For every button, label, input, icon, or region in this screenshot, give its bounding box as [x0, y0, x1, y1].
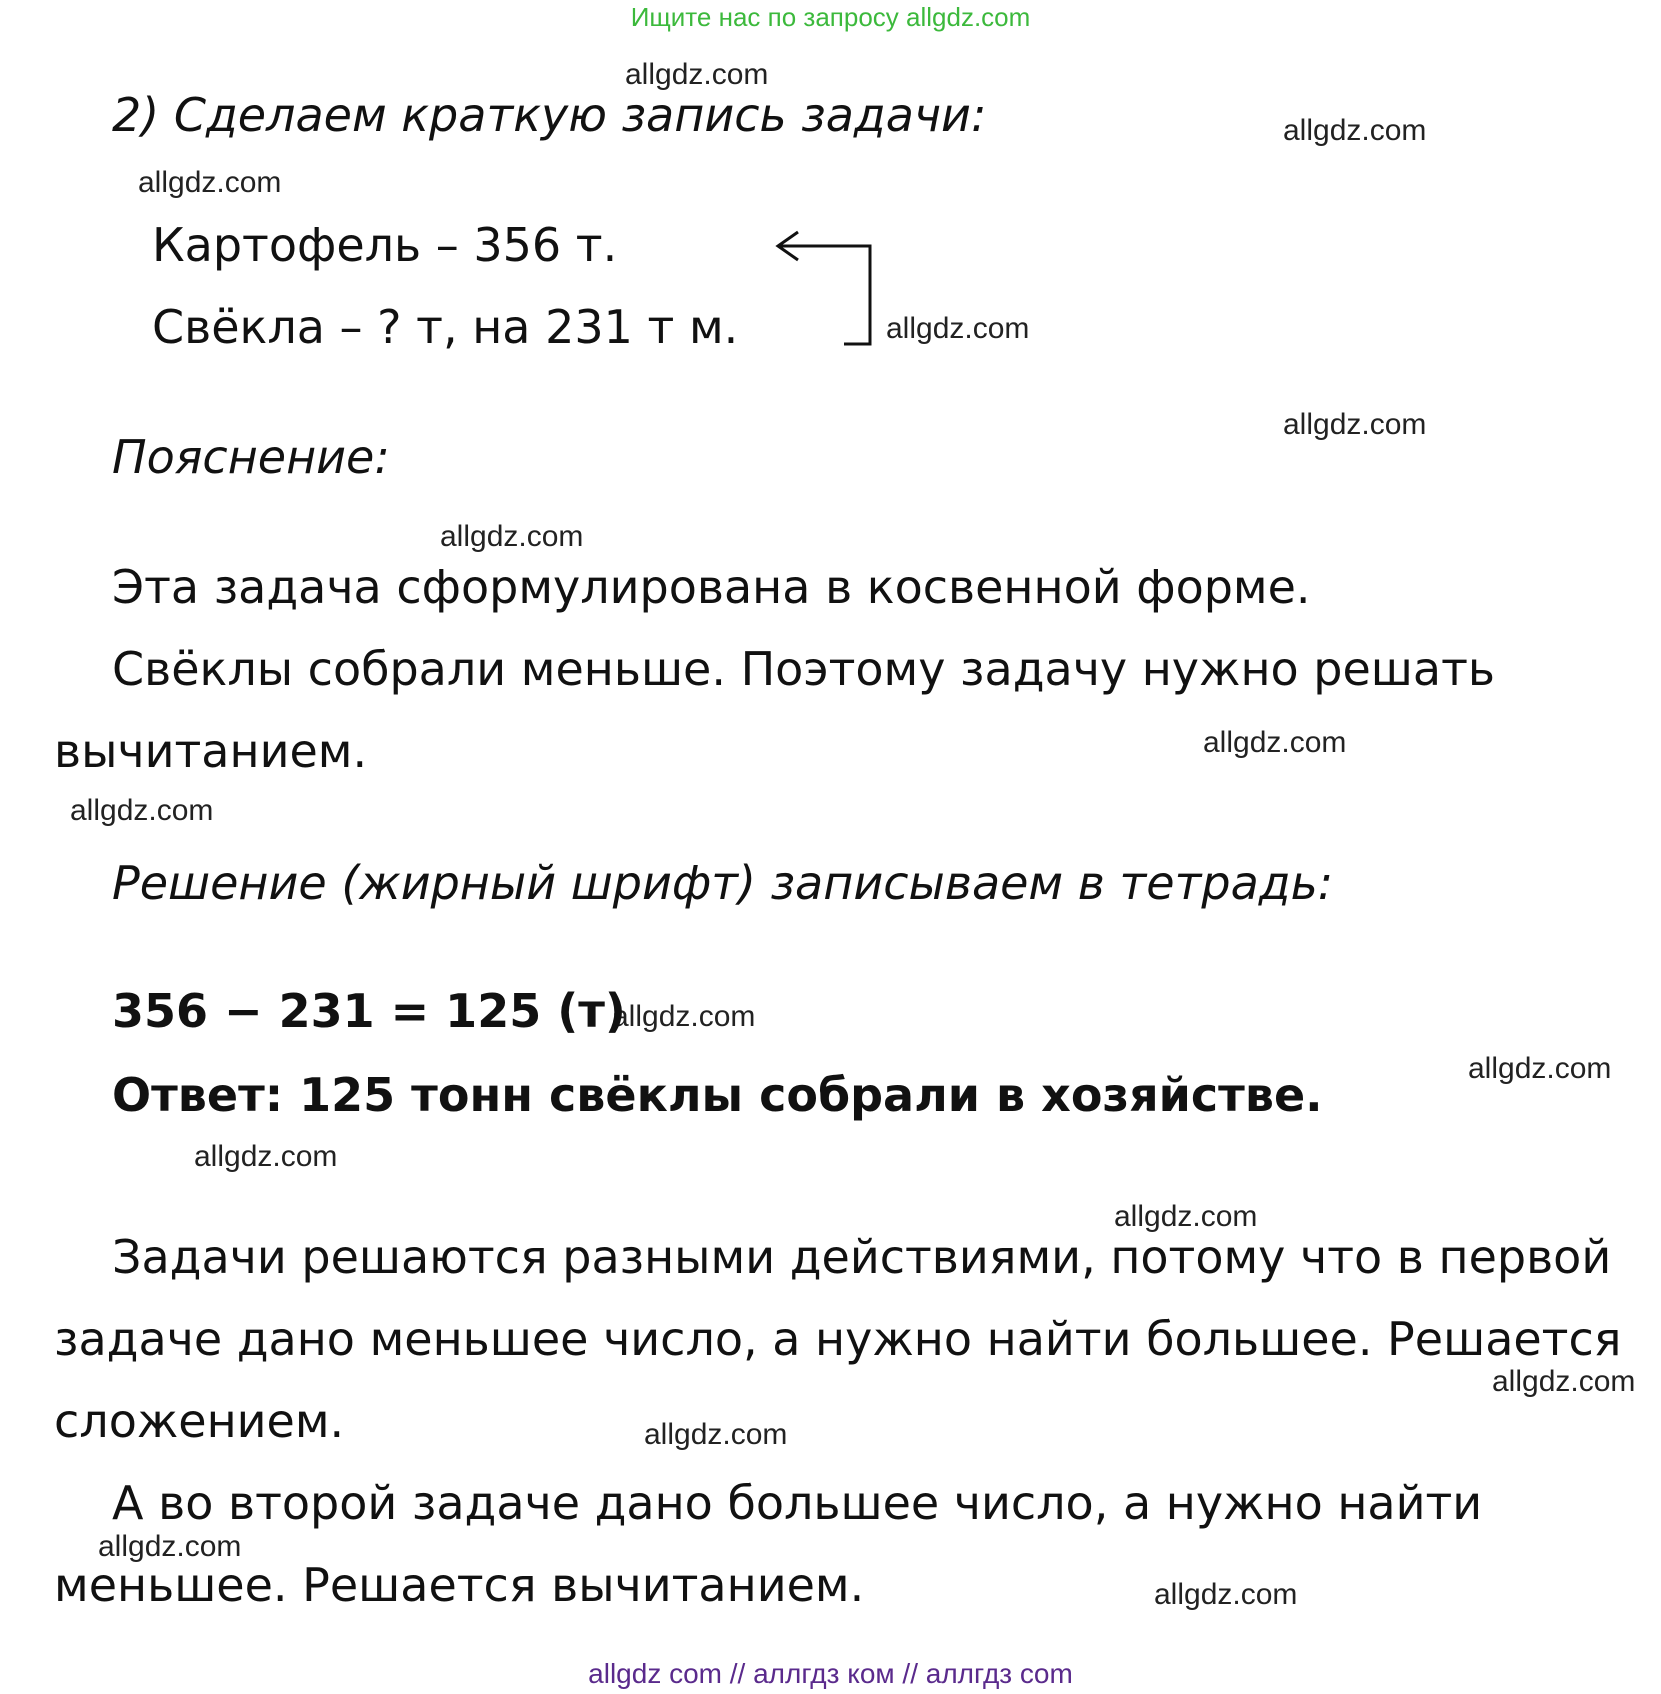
- watermark: allgdz.com: [612, 1000, 756, 1033]
- watermark: allgdz.com: [440, 520, 584, 553]
- short-note-line-1: Картофель – 356 т.: [152, 218, 618, 272]
- heading-text: 2) Сделаем краткую запись задачи:: [112, 88, 987, 142]
- watermark: allgdz.com: [1203, 726, 1347, 759]
- footer-links[interactable]: allgdz com // аллгдз ком // аллгдз com: [588, 1658, 1073, 1689]
- comparison-paragraph-2a: А во второй задаче дано большее число, а нужно найти: [112, 1476, 1483, 1530]
- comparison-paragraph-1c: сложением.: [54, 1394, 345, 1448]
- solution-equation: 356 − 231 = 125 (т): [112, 984, 626, 1038]
- watermark: allgdz.com: [1283, 408, 1427, 441]
- section-heading: [112, 88, 986, 142]
- watermark: allgdz.com: [1492, 1365, 1636, 1398]
- watermark: allgdz.com: [98, 1530, 242, 1563]
- explanation-paragraph-2b: вычитанием.: [54, 724, 368, 778]
- explanation-paragraph-2a: Свёклы собрали меньше. Поэтому задачу нужно решать: [112, 642, 1495, 696]
- top-banner: Ищите нас по запросу allgdz.com: [630, 2, 1031, 32]
- short-note-line-2: Свёкла – ? т, на 231 т м.: [152, 300, 739, 354]
- comparison-paragraph-1a: Задачи решаются разными действиями, потому что в первой: [112, 1230, 1612, 1284]
- solution-answer: Ответ: 125 тонн свёклы собрали в хозяйстве.: [112, 1068, 1323, 1122]
- comparison-paragraph-2b: меньшее. Решается вычитанием.: [54, 1558, 865, 1612]
- watermark: allgdz.com: [1468, 1052, 1612, 1085]
- comparison-paragraph-1b: задаче дано меньшее число, а нужно найти большее. Решается: [54, 1312, 1622, 1366]
- arrow-bracket-icon: [758, 228, 878, 348]
- watermark: allgdz.com: [194, 1140, 338, 1173]
- watermark: allgdz.com: [1114, 1200, 1258, 1233]
- watermark: allgdz.com: [625, 58, 769, 91]
- watermark: allgdz.com: [1283, 114, 1427, 147]
- watermark: allgdz.com: [1154, 1578, 1298, 1611]
- explanation-title: Пояснение:: [112, 430, 390, 484]
- watermark: allgdz.com: [886, 312, 1030, 345]
- explanation-paragraph-1: Эта задача сформулирована в косвенной форме.: [112, 560, 1311, 614]
- watermark: allgdz.com: [644, 1418, 788, 1451]
- watermark: allgdz.com: [138, 166, 282, 199]
- solution-title: Решение (жирный шрифт) записываем в тетрадь:: [112, 856, 1334, 910]
- watermark: allgdz.com: [70, 794, 214, 827]
